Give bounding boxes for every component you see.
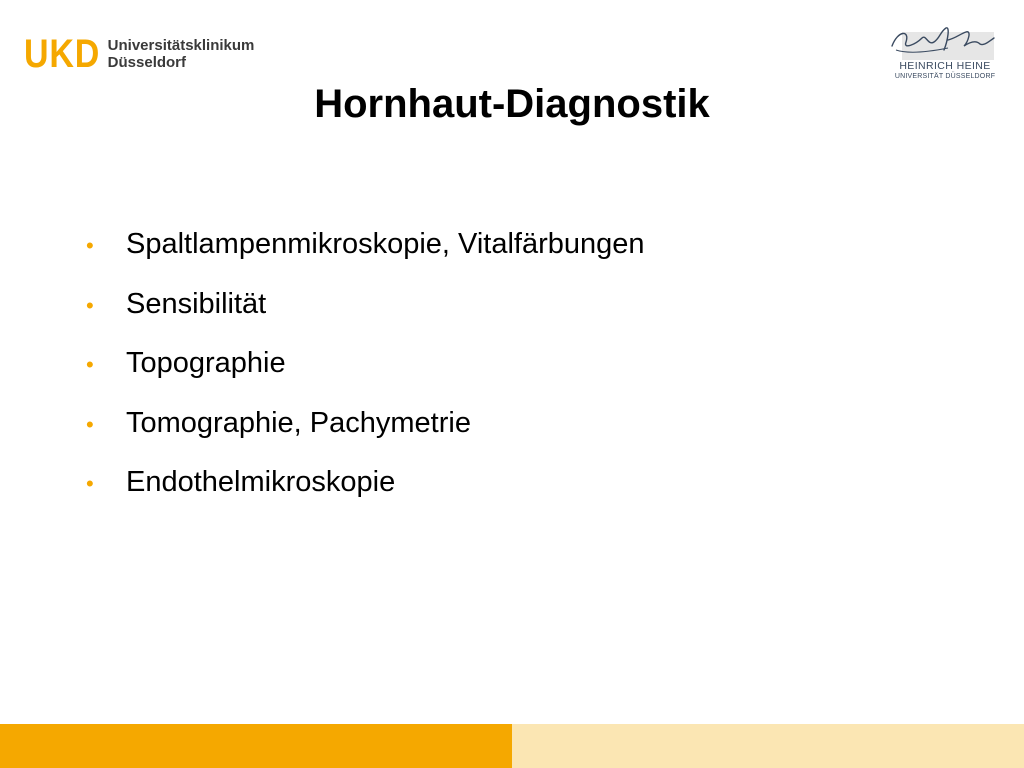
hhu-logo-text: [892, 60, 998, 81]
bullet-dot-icon: •: [86, 233, 94, 258]
bullet-item: [86, 407, 645, 467]
bullet-text: Topographie: [126, 347, 286, 379]
bullet-item: [86, 288, 645, 348]
slide-title: Hornhaut-Diagnostik: [314, 82, 710, 126]
bullet-item: [86, 466, 645, 526]
bullet-item: [86, 228, 645, 288]
ukd-logo: [24, 34, 254, 74]
bullet-text: Endothelmikroskopie: [126, 466, 396, 498]
bullet-list: [86, 228, 645, 526]
bullet-dot-icon: •: [86, 352, 94, 377]
bullet-item: [86, 347, 645, 407]
hhu-logo: [888, 20, 998, 82]
ukd-logo-text: [108, 37, 255, 71]
ukd-logo-line1: Universitätsklinikum: [107, 37, 255, 54]
ukd-logo-line2: Düsseldorf: [107, 54, 187, 71]
bullet-text: Sensibilität: [126, 287, 267, 320]
footer-bar-accent: [0, 724, 512, 768]
footer-bar-light: [512, 724, 1024, 768]
ukd-logo-mark: UKD: [24, 32, 101, 76]
signature-icon: [888, 20, 998, 62]
bullet-text: Tomographie, Pachymetrie: [126, 406, 471, 439]
bullet-dot-icon: •: [86, 471, 94, 496]
bullet-dot-icon: •: [86, 292, 94, 318]
hhu-logo-line2: UNIVERSITÄT DÜSSELDORF: [894, 73, 996, 80]
bullet-dot-icon: •: [86, 411, 94, 437]
bullet-text: Spaltlampenmikroskopie, Vitalfärbungen: [126, 228, 645, 260]
hhu-logo-line1: HEINRICH HEINE: [899, 60, 991, 72]
